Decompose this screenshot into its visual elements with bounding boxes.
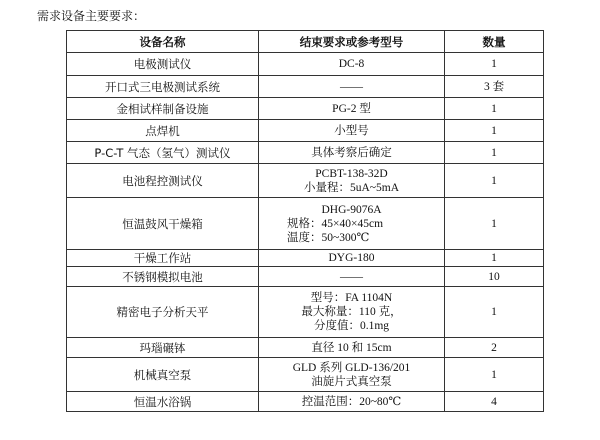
equipment-spec: 具体考察后确定 [259,142,445,164]
spec-line: 分度值：0.1mg [313,320,390,332]
spec-line: 小量程：5uA~5mA [303,181,400,194]
column-header-qty: 数量 [445,31,544,53]
spec-line: 规格：45×40×45cm [287,217,384,230]
equipment-name: 恒温鼓风干燥箱 [67,198,259,250]
equipment-qty: 3 套 [445,76,544,98]
table-row [67,250,544,267]
equipment-spec: —— [259,267,445,287]
equipment-qty: 1 [445,164,544,198]
spec-line: GLD 系列 GLD-136/201 [292,361,411,374]
equipment-spec: PG-2 型 [259,98,445,120]
spec-line: 最大称量：110 克， [301,306,402,318]
table-row [67,98,544,120]
equipment-name: 开口式三电极测试系统 [67,76,259,98]
equipment-name: 玛瑙碾钵 [67,338,259,358]
equipment-name: 机械真空泵 [67,358,259,392]
equipment-name: 电极测试仪 [67,53,259,76]
equipment-name: 电池程控测试仪 [67,164,259,198]
column-header-name: 设备名称 [67,31,259,53]
table-row [67,287,544,338]
equipment-spec: DC-8 [259,53,445,76]
table-header-row [67,31,544,53]
table-row [67,53,544,76]
equipment-name: 精密电子分析天平 [67,287,259,338]
section-heading: 需求设备主要要求： [37,9,146,23]
table-row [67,198,544,250]
equipment-spec: 直径 10 和 15cm [259,338,445,358]
spec-line: PCBT-138-32D [315,167,388,180]
table-row [67,142,544,164]
equipment-table [66,30,544,412]
equipment-spec [259,287,445,338]
equipment-qty: 1 [445,358,544,392]
table-row [67,358,544,392]
equipment-name: 点焊机 [67,120,259,142]
equipment-qty: 4 [445,392,544,412]
table-row [67,164,544,198]
table-row [67,120,544,142]
equipment-name: 干燥工作站 [67,250,259,267]
spec-line: 型号：FA 1104N [310,292,393,304]
equipment-qty: 1 [445,250,544,267]
table-row [67,338,544,358]
equipment-qty: 2 [445,338,544,358]
equipment-spec [259,164,445,198]
equipment-qty: 1 [445,142,544,164]
table-row [67,76,544,98]
equipment-name: 恒温水浴锅 [67,392,259,412]
equipment-qty: 1 [445,53,544,76]
table-row [67,267,544,287]
equipment-qty: 1 [445,287,544,338]
equipment-spec: 控温范围：20~80℃ [259,392,445,412]
equipment-spec: —— [259,76,445,98]
spec-line: 油旋片式真空泵 [311,375,392,388]
equipment-spec: 小型号 [259,120,445,142]
spec-line: DHG-9076A [321,203,382,216]
equipment-spec: DYG-180 [259,250,445,267]
equipment-name: 不锈钢模拟电池 [67,267,259,287]
equipment-qty: 1 [445,198,544,250]
equipment-qty: 1 [445,120,544,142]
equipment-spec [259,198,445,250]
table-row [67,392,544,412]
equipment-spec [259,358,445,392]
spec-line: 温度：50~300℃ [287,231,370,244]
column-header-spec: 结束要求或参考型号 [259,31,445,53]
equipment-qty: 1 [445,98,544,120]
equipment-name: P-C-T 气态（氢气）测试仪 [67,142,259,164]
equipment-name: 金相试样制备设施 [67,98,259,120]
equipment-qty: 10 [445,267,544,287]
